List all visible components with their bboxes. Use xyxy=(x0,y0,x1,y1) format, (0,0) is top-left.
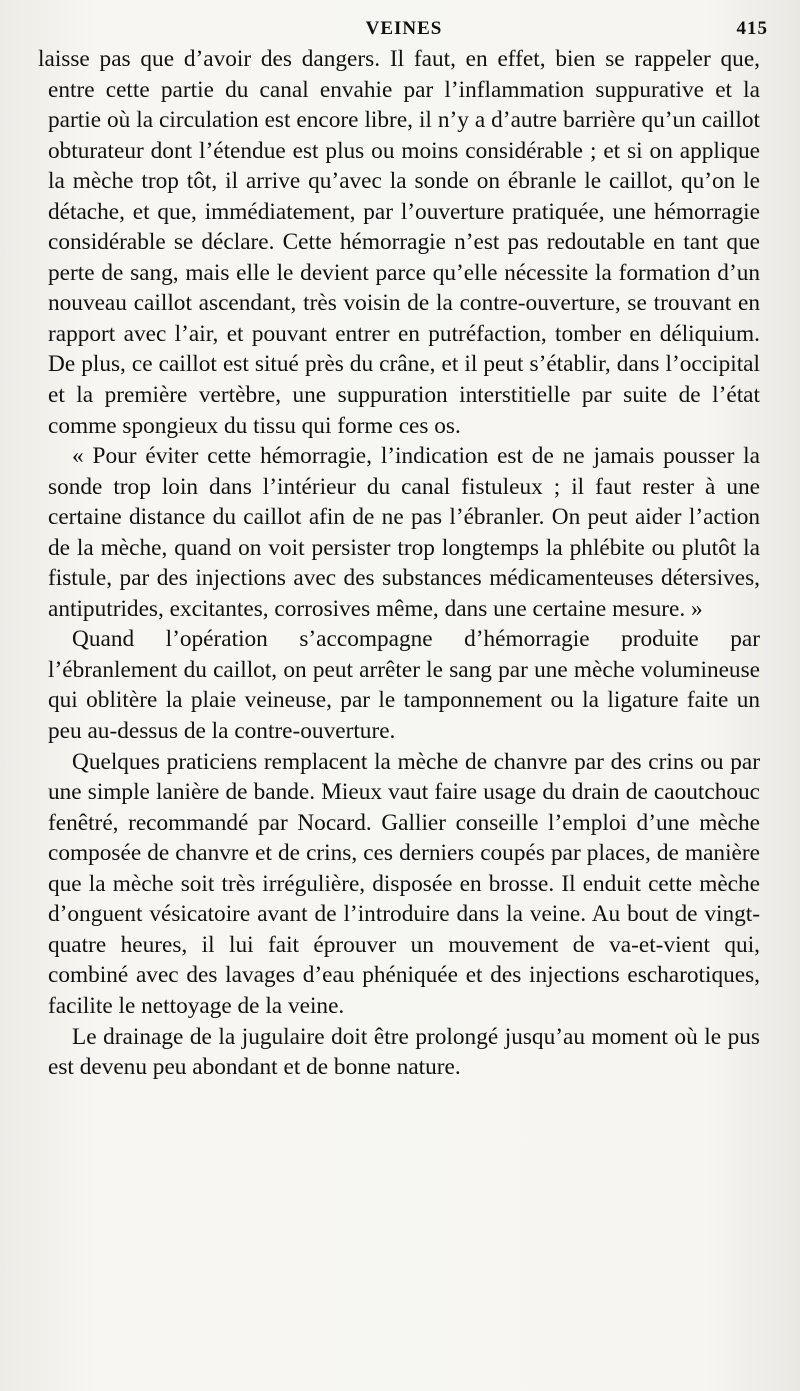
running-title: VEINES xyxy=(365,18,443,39)
paragraph-1: laisse pas que d’avoir des dangers. Il faut, en effet, bien se rappeler que, entre cette partie du canal envahie par l’inflammation suppurative et la partie où la circulation est encore libre, il n’y a d’autre barrière qu’un caillot obturateur dont l’étendue est plus ou moins considérable ; et si on applique la mèche trop tôt, il arrive qu’avec la sonde on ébranle le caillot, qu’on le détache, et que, immédiatement, par l’ouverture pratiquée, une hémorragie considérable se déclare. Cette hémorragie n’est pas redoutable en tant que perte de sang, mais elle le devient parce qu’elle nécessite la formation d’un nouveau caillot ascendant, très voisin de la contre-ouverture, se trouvant en rapport avec l’air, et pouvant entrer en putréfaction, tomber en déliquium. De plus, ce caillot est situé près du crâne, et il peut s’établir, dans l’occipital et la première vertèbre, une suppuration interstitielle par suite de l’état comme spongieux du tissu qui forme ces os. xyxy=(38,46,760,439)
page-number: 415 xyxy=(736,18,768,39)
body-text xyxy=(38,44,760,1083)
paragraph-3: Quand l’opération s’accompagne d’hémorragie produite par l’ébranlement du caillot, on peut arrêter le sang par une mèche volumineuse qui oblitère la plaie veineuse, par le tamponnement ou la ligature faite un peu au-dessus de la contre-ouverture. xyxy=(48,626,760,745)
paragraph-4: Quelques praticiens remplacent la mèche de chanvre par des crins ou par une simple lanière de bande. Mieux vaut faire usage du drain de caoutchouc fenêtré, recommandé par Nocard. Gallier conseille l’emploi d’une mèche composée de chanvre et de crins, ces derniers coupés par places, de manière que la mèche soit très irrégulière, disposée en brosse. Il enduit cette mèche d’onguent vésicatoire avant de l’introduire dans la veine. Au bout de vingt-quatre heures, il lui fait éprouver un mouvement de va-et-vient qui, combiné avec des lavages d’eau phéniquée et des injections escharotiques, facilite le nettoyage de la veine. xyxy=(48,748,760,1019)
paragraph-5: Le drainage de la jugulaire doit être prolongé jusqu’au moment où le pus est devenu peu abondant et de bonne nature. xyxy=(48,1023,760,1081)
paragraph-2: « Pour éviter cette hémorragie, l’indication est de ne jamais pousser la sonde trop loin dans l’intérieur du canal fistuleux ; il faut rester à une certaine distance du caillot afin de ne pas l’ébranler. On peut aider l’action de la mèche, quand on voit persister trop longtemps la phlébite ou plutôt la fistule, par des injections avec des substances médicamenteuses détersives, antiputrides, excitantes, corrosives même, dans une certaine mesure. » xyxy=(48,443,760,622)
running-head xyxy=(48,14,768,44)
